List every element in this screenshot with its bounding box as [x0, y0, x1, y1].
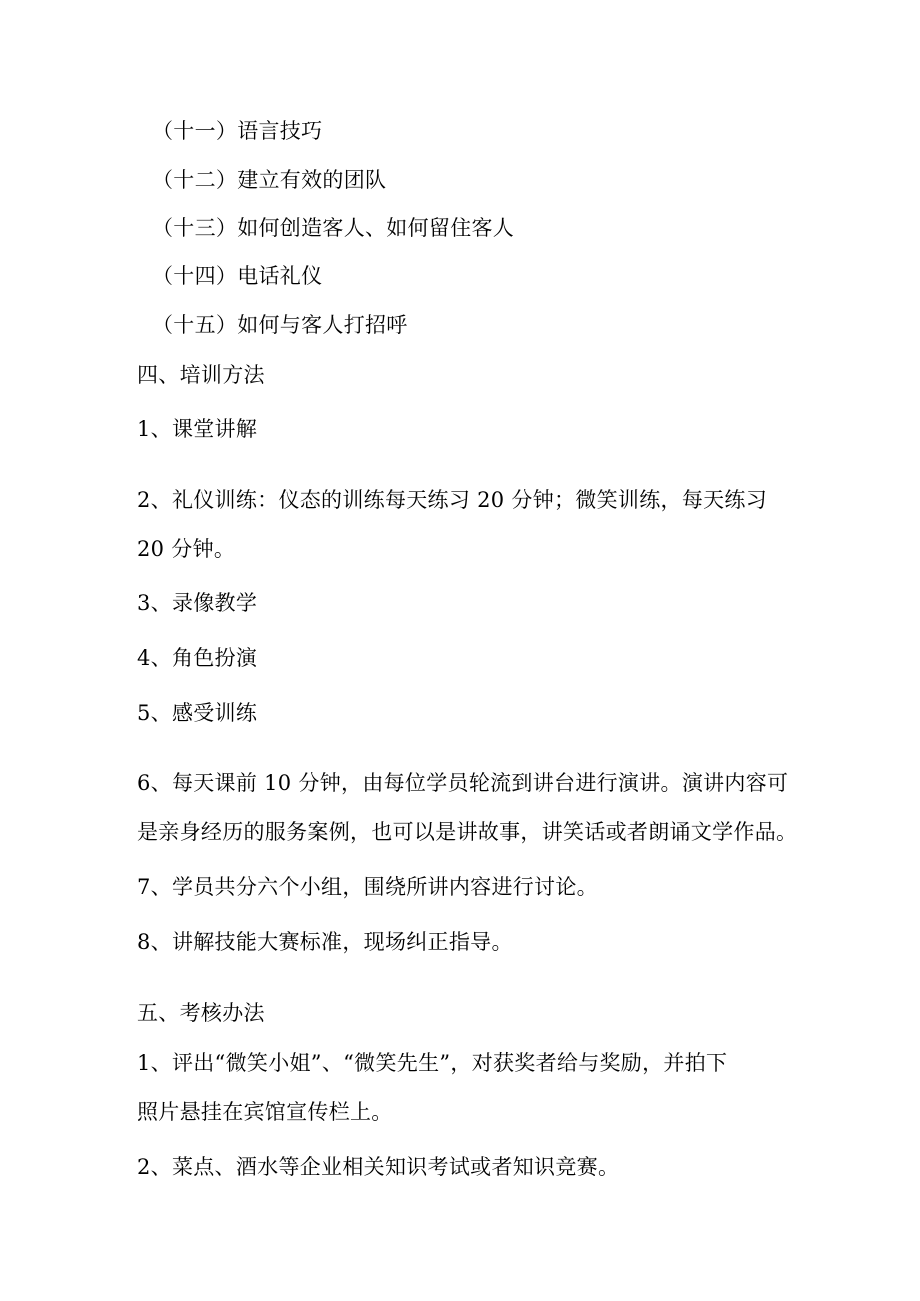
method-item-2-line-2: 20 分钟。 [137, 537, 236, 561]
method-item-6-line-2: 是亲身经历的服务案例，也可以是讲故事，讲笑话或者朗诵文学作品。 [137, 820, 798, 844]
subitem-15: （十五）如何与客人打招呼 [152, 313, 408, 337]
subitem-14: （十四）电话礼仪 [152, 264, 323, 288]
method-item-8: 8、讲解技能大赛标准，现场纠正指导。 [137, 930, 513, 954]
section-5-heading: 五、考核办法 [137, 1001, 265, 1025]
method-item-2-line-1: 2、礼仪训练：仪态的训练每天练习 20 分钟；微笑训练，每天练习 [137, 488, 768, 512]
subitem-13: （十三）如何创造客人、如何留住客人 [152, 216, 515, 240]
subitem-11: （十一）语言技巧 [152, 119, 323, 143]
assessment-item-2: 2、菜点、酒水等企业相关知识考试或者知识竞赛。 [137, 1155, 620, 1179]
assessment-item-1-line-2: 照片悬挂在宾馆宣传栏上。 [137, 1100, 393, 1124]
assessment-item-1-line-1: 1、评出“微笑小姐”、“微笑先生”，对获奖者给与奖励，并拍下 [137, 1051, 728, 1075]
method-item-1: 1、课堂讲解 [137, 417, 258, 441]
method-item-3: 3、录像教学 [137, 591, 258, 615]
method-item-4: 4、角色扮演 [137, 646, 258, 670]
section-4-heading: 四、培训方法 [137, 363, 265, 387]
subitem-12: （十二）建立有效的团队 [152, 168, 387, 192]
method-item-5: 5、感受训练 [137, 701, 258, 725]
method-item-7: 7、学员共分六个小组，围绕所讲内容进行讨论。 [137, 875, 598, 899]
method-item-6-line-1: 6、每天课前 10 分钟，由每位学员轮流到讲台进行演讲。演讲内容可 [137, 771, 789, 795]
